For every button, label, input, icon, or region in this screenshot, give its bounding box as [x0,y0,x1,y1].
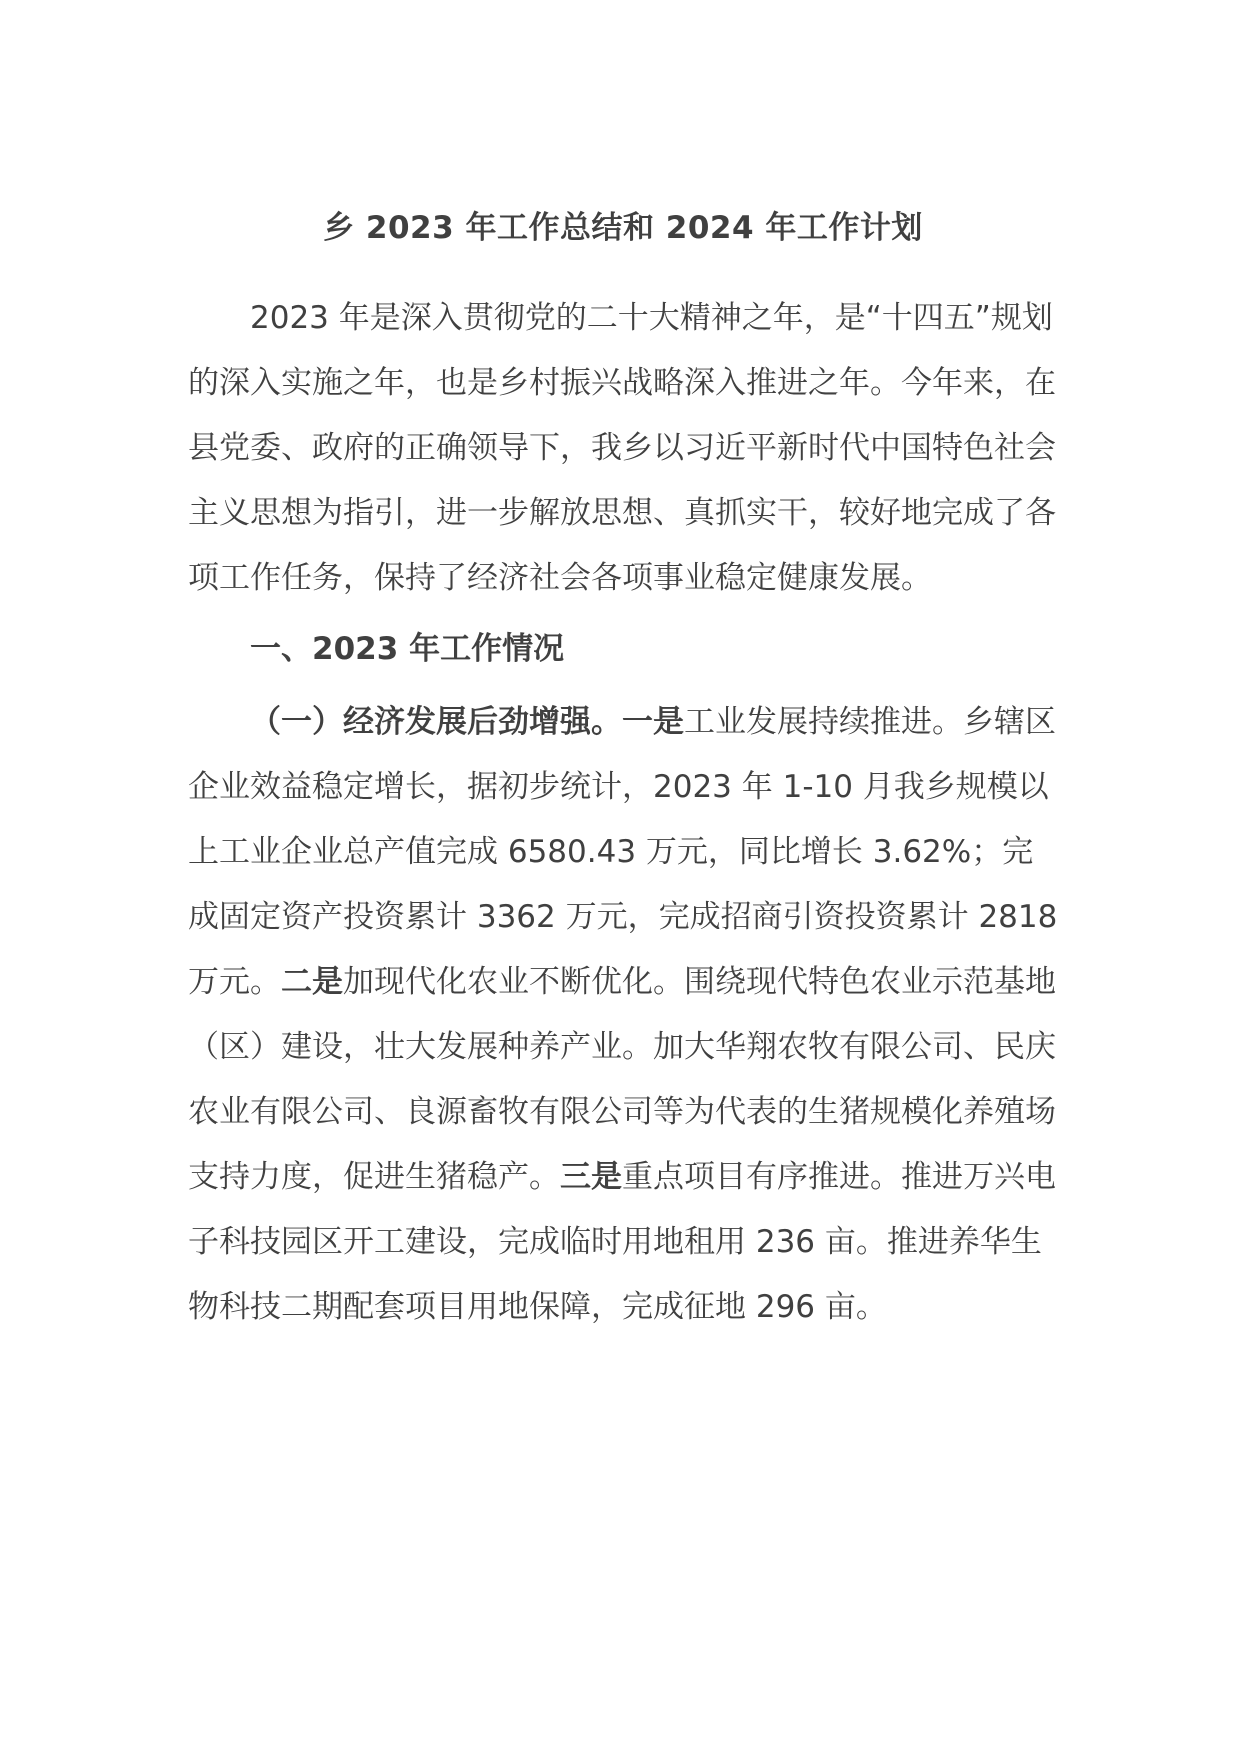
item-text-1: 工业发展持续推进。乡辖区企业效益稳定增长，据初步统计，2023 年 1-10 月我乡规模以上工业企业总产值完成 6580.43 万元，同比增长 3.62%；完成固定资产投资累计 3362 万元，完成招商引资投资累计 2818 万元。 [188,704,1058,1000]
section-paragraph [188,690,1058,1340]
item-text-2: 加现代化农业不断优化。围绕现代特色农业示范基地（区）建设，壮大发展种养产业。加大华翔农牧有限公司、民庆农业有限公司、良源畜牧有限公司等为代表的生猪规模化养殖场支持力度，促进生猪稳产。 [188,964,1056,1195]
item-text-3: 重点项目有序推进。推进万兴电子科技园区开工建设，完成临时用地租用 236 亩。推进养华生物科技二期配套项目用地保障，完成征地 296 亩。 [188,1159,1056,1325]
item-label-2: 二是 [281,964,343,1000]
item-label-3: 三是 [560,1159,622,1195]
intro-paragraph: 2023 年是深入贯彻党的二十大精神之年，是“十四五”规划的深入实施之年，也是乡村振兴战略深入推进之年。今年来，在县党委、政府的正确领导下，我乡以习近平新时代中国特色社会主义思想为指引，进一步解放思想、真抓实干，较好地完成了各项工作任务，保持了经济社会各项事业稳定健康发展。 [188,300,1056,596]
item-label-1: 一是 [622,704,684,740]
section-heading: 一、2023 年工作情况 [250,631,565,667]
document-page [188,200,1058,1340]
document-title: 乡 2023 年工作总结和 2024 年工作计划 [323,210,923,246]
subsection-heading: （一）经济发展后劲增强。 [250,704,622,740]
